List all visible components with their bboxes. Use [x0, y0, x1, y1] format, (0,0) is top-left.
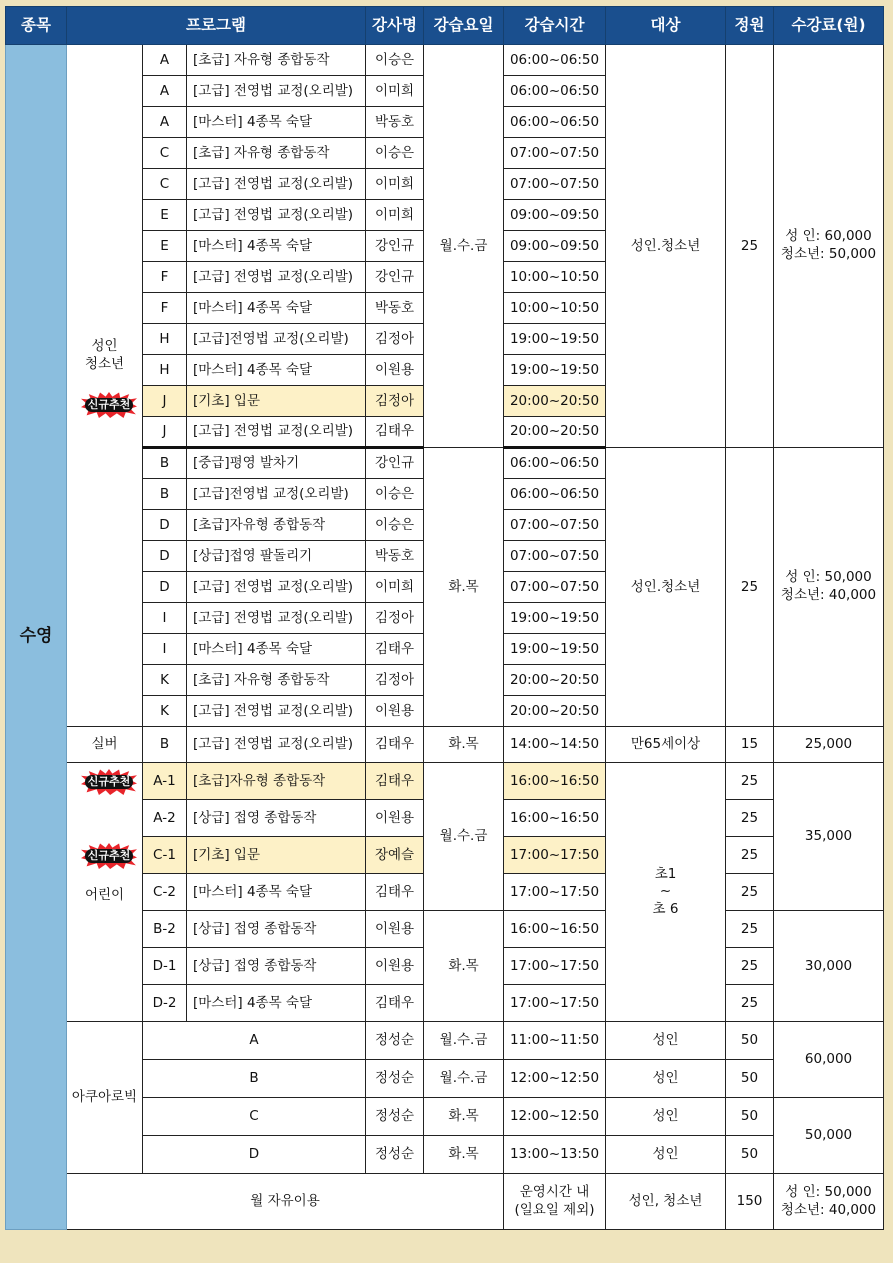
- days-cell: 화.목: [424, 911, 504, 1022]
- capacity-cell: 25: [726, 911, 774, 948]
- target-cell: 성인: [606, 1098, 726, 1136]
- program-name: [마스터] 4종목 숙달: [187, 634, 366, 665]
- instructor-name: 강인규: [366, 448, 424, 479]
- program-name: [기초] 입문: [187, 837, 366, 874]
- program-name: [고급] 전영법 교정(오리발): [187, 603, 366, 634]
- class-code: B-2: [143, 911, 187, 948]
- time-cell: 19:00~19:50: [504, 355, 606, 386]
- target-cell: 성인.청소년: [606, 45, 726, 448]
- schedule-table-wrapper: [5, 6, 883, 1230]
- capacity-cell: 15: [726, 727, 774, 763]
- class-code: D-1: [143, 948, 187, 985]
- class-code: A: [143, 1022, 366, 1060]
- capacity-cell: 25: [726, 448, 774, 727]
- category-swim: 수영: [6, 45, 67, 1230]
- time-cell: 17:00~17:50: [504, 874, 606, 911]
- instructor-name: 정성순: [366, 1098, 424, 1136]
- time-cell: 12:00~12:50: [504, 1060, 606, 1098]
- days-cell: 화.목: [424, 1098, 504, 1136]
- days-cell: 월.수.금: [424, 45, 504, 448]
- program-name: [상급]접영 팔돌리기: [187, 541, 366, 572]
- time-cell: 06:00~06:50: [504, 45, 606, 76]
- instructor-name: 김태우: [366, 985, 424, 1022]
- time-cell: 11:00~11:50: [504, 1022, 606, 1060]
- new-recommend-badge: [81, 392, 137, 418]
- instructor-name: 정성순: [366, 1136, 424, 1174]
- class-code: K: [143, 696, 187, 727]
- program-name: [마스터] 4종목 숙달: [187, 293, 366, 324]
- program-name: [초급] 자유형 종합동작: [187, 45, 366, 76]
- time-cell: 20:00~20:50: [504, 386, 606, 417]
- table-row: [6, 45, 884, 76]
- class-code: C-1: [143, 837, 187, 874]
- program-name: [고급] 전영법 교정(오리발): [187, 696, 366, 727]
- badge-label: 신규추천: [85, 398, 134, 412]
- class-code: A: [143, 107, 187, 138]
- time-cell: 운영시간 내 (일요일 제외): [504, 1174, 606, 1230]
- fee-cell: 60,000: [774, 1022, 884, 1098]
- instructor-name: 이승은: [366, 45, 424, 76]
- program-name: [마스터] 4종목 숙달: [187, 231, 366, 262]
- target-cell: 성인: [606, 1022, 726, 1060]
- instructor-name: 이미희: [366, 76, 424, 107]
- instructor-name: 정성순: [366, 1060, 424, 1098]
- class-code: I: [143, 634, 187, 665]
- time-cell: 06:00~06:50: [504, 479, 606, 510]
- class-code: K: [143, 665, 187, 696]
- instructor-name: 김정아: [366, 324, 424, 355]
- table-row: [6, 1174, 884, 1230]
- class-code: A-1: [143, 763, 187, 800]
- class-code: H: [143, 355, 187, 386]
- days-cell: 월.수.금: [424, 763, 504, 911]
- days-cell: 월.수.금: [424, 1022, 504, 1060]
- fee-cell: 30,000: [774, 911, 884, 1022]
- table-row: [6, 727, 884, 763]
- time-cell: 10:00~10:50: [504, 262, 606, 293]
- group-aquarobics: 아쿠아로빅: [67, 1022, 143, 1174]
- class-code: A: [143, 45, 187, 76]
- program-name: [고급]전영법 교정(오리발): [187, 324, 366, 355]
- program-name: [고급]전영법 교정(오리발): [187, 479, 366, 510]
- program-name: [기초] 입문: [187, 386, 366, 417]
- instructor-name: 박동호: [366, 293, 424, 324]
- class-code: D-2: [143, 985, 187, 1022]
- program-name: [중급]평영 발차기: [187, 448, 366, 479]
- time-cell: 16:00~16:50: [504, 800, 606, 837]
- time-cell: 20:00~20:50: [504, 417, 606, 448]
- header-row: [6, 7, 884, 45]
- time-cell: 19:00~19:50: [504, 324, 606, 355]
- time-cell: 13:00~13:50: [504, 1136, 606, 1174]
- program-name: [상급] 접영 종합동작: [187, 948, 366, 985]
- class-code: E: [143, 231, 187, 262]
- time-cell: 12:00~12:50: [504, 1098, 606, 1136]
- header-days: 강습요일: [424, 7, 504, 45]
- time-cell: 07:00~07:50: [504, 572, 606, 603]
- instructor-name: 김정아: [366, 603, 424, 634]
- time-cell: 20:00~20:50: [504, 696, 606, 727]
- program-name: [마스터] 4종목 숙달: [187, 355, 366, 386]
- table-row: [6, 1022, 884, 1060]
- fee-cell: 성 인: 50,000 청소년: 40,000: [774, 1174, 884, 1230]
- class-code: C: [143, 169, 187, 200]
- class-code: A: [143, 76, 187, 107]
- class-code: B: [143, 727, 187, 763]
- swim-schedule-table: [5, 6, 884, 1230]
- instructor-name: 김정아: [366, 386, 424, 417]
- class-code: B: [143, 1060, 366, 1098]
- time-cell: 09:00~09:50: [504, 231, 606, 262]
- instructor-name: 이승은: [366, 138, 424, 169]
- instructor-name: 이미희: [366, 200, 424, 231]
- header-fee: 수강료(원): [774, 7, 884, 45]
- group-adult-teen: 성인 청소년 신규추천: [67, 45, 143, 727]
- program-name: [마스터] 4종목 숙달: [187, 107, 366, 138]
- class-code: C: [143, 138, 187, 169]
- instructor-name: 이원용: [366, 948, 424, 985]
- instructor-name: 이승은: [366, 510, 424, 541]
- class-code: D: [143, 572, 187, 603]
- instructor-name: 강인규: [366, 262, 424, 293]
- class-code: C-2: [143, 874, 187, 911]
- class-code: D: [143, 541, 187, 572]
- badge-label: 신규추천: [85, 849, 134, 863]
- fee-cell: 성 인: 50,000 청소년: 40,000: [774, 448, 884, 727]
- header-capacity: 정원: [726, 7, 774, 45]
- time-cell: 07:00~07:50: [504, 169, 606, 200]
- group-kids: 어린이 신규추천 신규추천: [67, 763, 143, 1022]
- free-use-label: 월 자유이용: [67, 1174, 504, 1230]
- instructor-name: 이미희: [366, 169, 424, 200]
- instructor-name: 이원용: [366, 911, 424, 948]
- instructor-name: 김태우: [366, 874, 424, 911]
- capacity-cell: 25: [726, 800, 774, 837]
- program-name: [고급] 전영법 교정(오리발): [187, 76, 366, 107]
- header-program: 프로그램: [67, 7, 366, 45]
- capacity-cell: 25: [726, 985, 774, 1022]
- target-cell: 성인, 청소년: [606, 1174, 726, 1230]
- program-name: [고급] 전영법 교정(오리발): [187, 200, 366, 231]
- capacity-cell: 50: [726, 1060, 774, 1098]
- instructor-name: 김정아: [366, 665, 424, 696]
- program-name: [마스터] 4종목 숙달: [187, 985, 366, 1022]
- target-cell: 만65세이상: [606, 727, 726, 763]
- capacity-cell: 50: [726, 1098, 774, 1136]
- fee-cell: 50,000: [774, 1098, 884, 1174]
- time-cell: 06:00~06:50: [504, 107, 606, 138]
- class-code: B: [143, 448, 187, 479]
- fee-cell: 35,000: [774, 763, 884, 911]
- fee-cell: 성 인: 60,000 청소년: 50,000: [774, 45, 884, 448]
- time-cell: 06:00~06:50: [504, 448, 606, 479]
- class-code: A-2: [143, 800, 187, 837]
- time-cell: 17:00~17:50: [504, 985, 606, 1022]
- time-cell: 16:00~16:50: [504, 911, 606, 948]
- class-code: F: [143, 293, 187, 324]
- instructor-name: 박동호: [366, 107, 424, 138]
- time-cell: 16:00~16:50: [504, 763, 606, 800]
- badge-label: 신규추천: [85, 775, 134, 789]
- capacity-cell: 25: [726, 45, 774, 448]
- program-name: [고급] 전영법 교정(오리발): [187, 417, 366, 448]
- time-cell: 07:00~07:50: [504, 510, 606, 541]
- table-row: [6, 763, 884, 800]
- class-code: H: [143, 324, 187, 355]
- program-name: [고급] 전영법 교정(오리발): [187, 727, 366, 763]
- class-code: E: [143, 200, 187, 231]
- class-code: D: [143, 1136, 366, 1174]
- instructor-name: 이승은: [366, 479, 424, 510]
- program-name: [고급] 전영법 교정(오리발): [187, 572, 366, 603]
- new-recommend-badge: [81, 843, 137, 869]
- capacity-cell: 25: [726, 763, 774, 800]
- instructor-name: 정성순: [366, 1022, 424, 1060]
- time-cell: 17:00~17:50: [504, 948, 606, 985]
- time-cell: 10:00~10:50: [504, 293, 606, 324]
- program-name: [상급] 접영 종합동작: [187, 911, 366, 948]
- class-code: D: [143, 510, 187, 541]
- target-cell: 성인: [606, 1136, 726, 1174]
- capacity-cell: 50: [726, 1022, 774, 1060]
- time-cell: 09:00~09:50: [504, 200, 606, 231]
- days-cell: 월.수.금: [424, 1060, 504, 1098]
- instructor-name: 김태우: [366, 763, 424, 800]
- capacity-cell: 25: [726, 837, 774, 874]
- days-cell: 화.목: [424, 448, 504, 727]
- schedule-body: [6, 45, 884, 1230]
- header-category: 종목: [6, 7, 67, 45]
- class-code: C: [143, 1098, 366, 1136]
- time-cell: 06:00~06:50: [504, 76, 606, 107]
- time-cell: 17:00~17:50: [504, 837, 606, 874]
- time-cell: 19:00~19:50: [504, 634, 606, 665]
- instructor-name: 장예슬: [366, 837, 424, 874]
- target-cell: 성인: [606, 1060, 726, 1098]
- time-cell: 14:00~14:50: [504, 727, 606, 763]
- program-name: [초급]자유형 종합동작: [187, 510, 366, 541]
- instructor-name: 김태우: [366, 727, 424, 763]
- program-name: [초급] 자유형 종합동작: [187, 665, 366, 696]
- group-silver: 실버: [67, 727, 143, 763]
- time-cell: 07:00~07:50: [504, 541, 606, 572]
- capacity-cell: 150: [726, 1174, 774, 1230]
- capacity-cell: 50: [726, 1136, 774, 1174]
- instructor-name: 김태우: [366, 417, 424, 448]
- instructor-name: 이원용: [366, 800, 424, 837]
- capacity-cell: 25: [726, 948, 774, 985]
- instructor-name: 이원용: [366, 355, 424, 386]
- program-name: [고급] 전영법 교정(오리발): [187, 169, 366, 200]
- program-name: [고급] 전영법 교정(오리발): [187, 262, 366, 293]
- target-cell: 초1 ~ 초 6: [606, 763, 726, 1022]
- program-name: [마스터] 4종목 숙달: [187, 874, 366, 911]
- program-name: [상급] 접영 종합동작: [187, 800, 366, 837]
- new-recommend-badge: [81, 769, 137, 795]
- instructor-name: 강인규: [366, 231, 424, 262]
- capacity-cell: 25: [726, 874, 774, 911]
- instructor-name: 이원용: [366, 696, 424, 727]
- class-code: F: [143, 262, 187, 293]
- time-cell: 07:00~07:50: [504, 138, 606, 169]
- class-code: I: [143, 603, 187, 634]
- time-cell: 19:00~19:50: [504, 603, 606, 634]
- program-name: [초급] 자유형 종합동작: [187, 138, 366, 169]
- time-cell: 20:00~20:50: [504, 665, 606, 696]
- instructor-name: 김태우: [366, 634, 424, 665]
- days-cell: 화.목: [424, 1136, 504, 1174]
- class-code: J: [143, 417, 187, 448]
- header-target: 대상: [606, 7, 726, 45]
- header-instructor: 강사명: [366, 7, 424, 45]
- program-name: [초급]자유형 종합동작: [187, 763, 366, 800]
- days-cell: 화.목: [424, 727, 504, 763]
- fee-cell: 25,000: [774, 727, 884, 763]
- header-time: 강습시간: [504, 7, 606, 45]
- instructor-name: 박동호: [366, 541, 424, 572]
- class-code: J: [143, 386, 187, 417]
- instructor-name: 이미희: [366, 572, 424, 603]
- class-code: B: [143, 479, 187, 510]
- target-cell: 성인.청소년: [606, 448, 726, 727]
